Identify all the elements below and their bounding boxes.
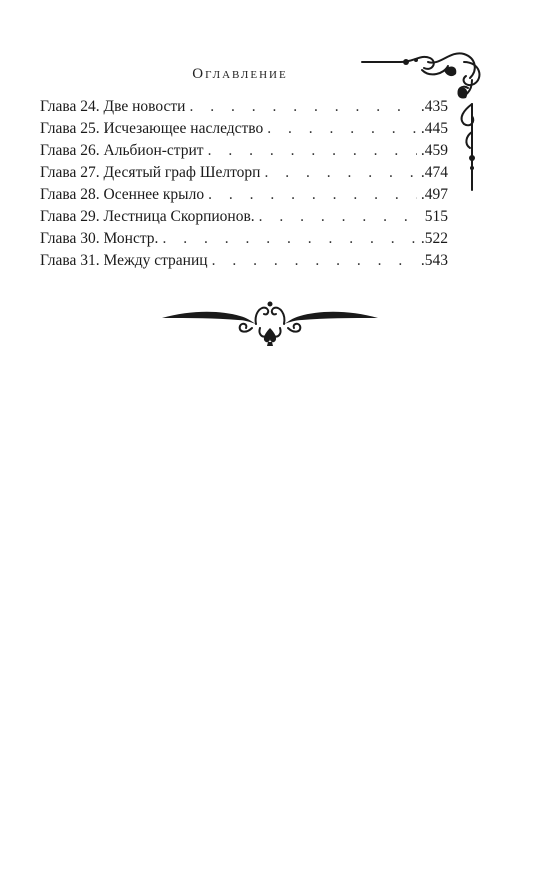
toc-entry-page: .497 [420, 186, 448, 203]
toc-entry-title: Глава 31. Между страниц [40, 252, 208, 269]
toc-entry[interactable] [40, 206, 448, 228]
toc-entry[interactable] [40, 184, 448, 206]
toc-entry[interactable] [40, 250, 448, 272]
toc-entry-page: .435 [420, 98, 448, 115]
toc-entry-page: .522 [420, 230, 448, 247]
toc-heading: Оглавление [192, 66, 288, 82]
dot-leader [208, 140, 417, 162]
toc-entry-title: Глава 29. Лестница Скорпионов. [40, 208, 255, 225]
dot-leader [267, 118, 417, 140]
dot-leader [264, 162, 416, 184]
table-of-contents [40, 96, 448, 272]
toc-entry[interactable] [40, 118, 448, 140]
toc-entry-page: .543 [420, 252, 448, 269]
toc-entry-page: .445 [420, 120, 448, 137]
dot-leader [208, 184, 417, 206]
toc-entry-page: .459 [420, 142, 448, 159]
toc-entry-page: 515 [424, 208, 448, 225]
divider-flourish-icon [160, 298, 380, 346]
toc-entry-title: Глава 24. Две новости [40, 98, 186, 115]
toc-entry[interactable] [40, 228, 448, 250]
toc-entry-title: Глава 27. Десятый граф Шелторп [40, 164, 261, 181]
toc-entry[interactable] [40, 162, 448, 184]
dot-leader [162, 228, 416, 250]
dot-leader [189, 96, 416, 118]
toc-entry-title: Глава 30. Монстр. [40, 230, 159, 247]
dot-leader [259, 206, 421, 228]
toc-entry-page: .474 [420, 164, 448, 181]
toc-entry[interactable] [40, 140, 448, 162]
toc-entry-title: Глава 25. Исчезающее наследство [40, 120, 264, 137]
toc-entry-title: Глава 28. Осеннее крыло [40, 186, 205, 203]
dot-leader [212, 250, 417, 272]
toc-entry-title: Глава 26. Альбион-стрит [40, 142, 204, 159]
toc-entry[interactable] [40, 96, 448, 118]
